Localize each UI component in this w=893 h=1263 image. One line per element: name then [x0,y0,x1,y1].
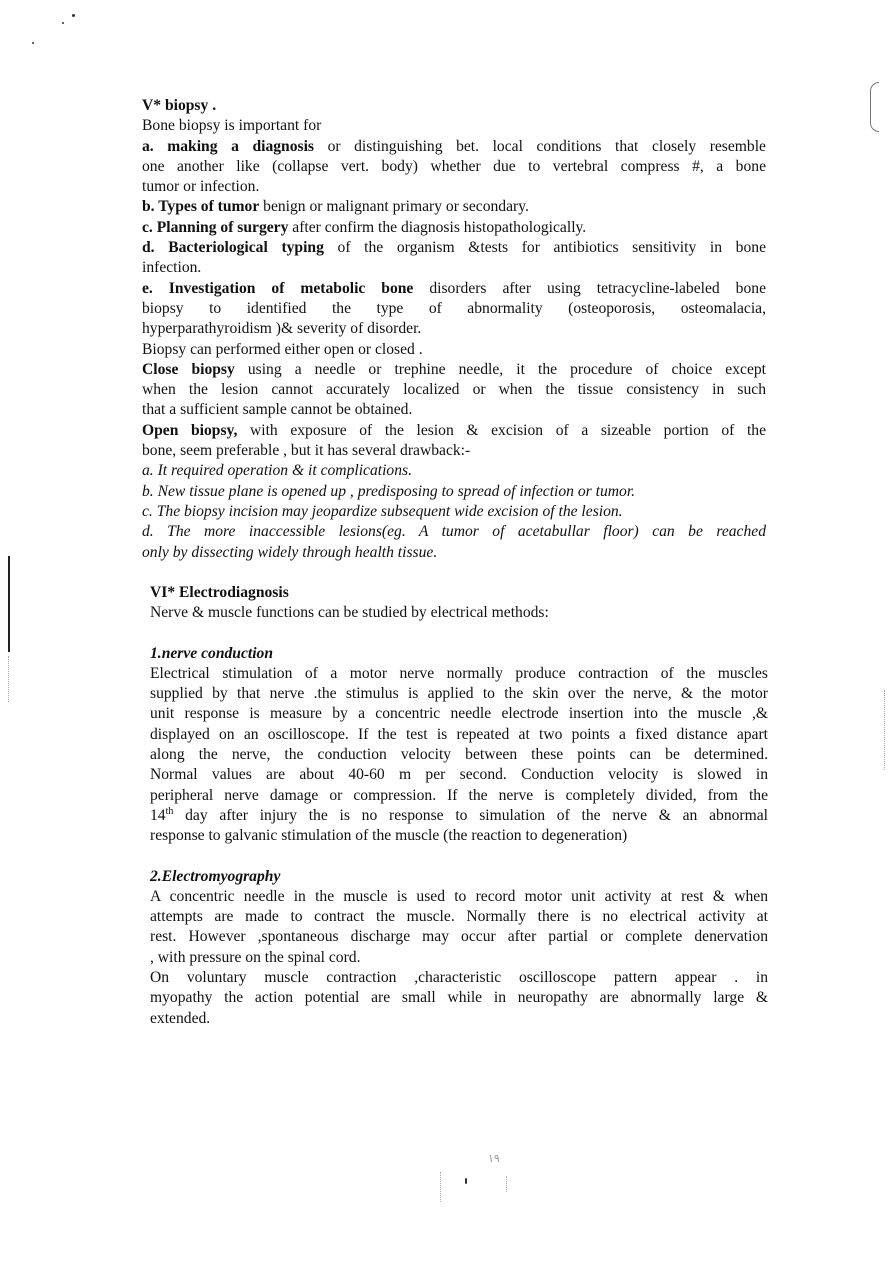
margin-dots-right [884,690,885,770]
emg-line1: A concentric needle in the muscle is used to record motor unit activity at rest & when [150,887,768,905]
item-b-text: benign or malignant primary or secondary. [259,198,529,216]
bottom-dots-right [506,1176,507,1192]
item-c-text: after confirm the diagnosis histopathologically. [288,218,587,236]
margin-dots [8,656,9,702]
nc-line8-text: day after injury the is no response to simulation of the nerve & an abnormal [173,806,768,824]
item-b [142,197,766,217]
drawback-d-line2: only by dissecting widely through health tissue. [142,543,438,561]
emg-line7: extended. [150,1009,211,1027]
biopsy-intro: Bone biopsy is important for [142,117,322,135]
open-biopsy-line1 [142,421,766,441]
item-e-line2: biopsy to identified the type of abnormality (osteoporosis, osteomalacia, [142,299,766,317]
electrodiagnosis-heading: VI* Electrodiagnosis [150,584,289,601]
close-biopsy-label: Close biopsy [142,360,235,378]
item-d-text: of the organism &tests for antibiotics sensitivity in bone [323,239,766,257]
nc-line1: Electrical stimulation of a motor nerve normally produce contraction of the muscles [150,664,768,682]
item-c [142,218,766,238]
drawback-b: b. New tissue plane is opened up , predisposing to spread of infection or tumor. [142,482,636,500]
drawback-d-line1: d. The more inaccessible lesions(eg. A tumor of acetabullar floor) can be reached [142,523,766,541]
electrodiagnosis-intro: Nerve & muscle functions can be studied by electrical methods: [150,604,549,622]
drawback-a: a. It required operation & it complications. [142,462,412,480]
nc-line6: Normal values are about 40-60 m per second. Conduction velocity is slowed in [150,766,768,784]
item-d-label: d. Bacteriological typing [142,239,324,257]
item-a-line3: tumor or infection. [142,178,260,196]
close-biopsy-text: using a needle or trephine needle, it the procedure of choice except [234,360,766,378]
nc-line8 [150,806,768,826]
bottom-dots [440,1172,441,1202]
scan-speck [62,22,64,24]
item-a-line1 [142,137,766,157]
item-e-text: disorders after using tetracycline-labeled bone [413,279,766,297]
item-e-line1 [142,279,766,299]
nerve-conduction-title: 1.nerve conduction [150,644,274,662]
close-biopsy-line3: that a sufficient sample cannot be obtained. [142,401,413,419]
emg-line5: On voluntary muscle contraction ,characteristic oscilloscope pattern appear . in [150,969,768,987]
section-biopsy [142,96,766,563]
nc-day-suffix: th [165,805,174,817]
emg-line6: myopathy the action potential are small while in neuropathy are abnormally large & [150,989,768,1007]
nc-line3: unit response is measure by a concentric needle electrode insertion into the muscle ,& [150,705,768,723]
item-d-line2: infection. [142,259,202,277]
emg-line4: , with pressure on the spinal cord. [150,948,361,966]
emg-line3: rest. However ,spontaneous discharge may occur after partial or complete denervation [150,928,768,946]
nc-line2: supplied by that nerve .the stimulus is applied to the skin over the nerve, & the motor [150,685,768,703]
item-a-line2: one another like (collapse vert. body) whether due to vertebral compress #, a bone [142,157,766,175]
item-b-label: b. Types of tumor [142,198,260,216]
item-e-line3: hyperparathyroidism )& severity of disorder. [142,320,422,338]
margin-line [8,556,10,652]
scan-speck [72,14,75,17]
item-a-label: a. making a diagnosis [142,137,314,155]
nc-line4: displayed on an oscilloscope. If the test is repeated at two points a fixed distance apart [150,725,768,743]
item-e-label: e. Investigation of metabolic bone [142,279,414,297]
emg-line2: attempts are made to contract the muscle. Normally there is no electrical activity at [150,908,768,926]
biopsy-either: Biopsy can performed either open or closed . [142,340,423,358]
item-a-text: or distinguishing bet. local conditions that closely resemble [314,137,766,155]
biopsy-heading: V* biopsy . [142,97,217,114]
nc-line5: along the nerve, the conduction velocity between these points can be determined. [150,746,768,764]
margin-bracket [870,82,879,132]
open-biopsy-line2: bone, seem preferable , but it has several drawback:- [142,442,471,460]
drawback-c: c. The biopsy incision may jeopardize subsequent wide excision of the lesion. [142,502,623,520]
section-electrodiagnosis [150,583,768,1029]
close-biopsy-line2: when the lesion cannot accurately localized or when the tissue consistency in such [142,381,766,399]
open-biopsy-text: with exposure of the lesion & excision of a sizeable portion of the [237,421,766,439]
nc-line7: peripheral nerve damage or compression. If the nerve is completely divided, from the [150,786,768,804]
item-c-label: c. Planning of surgery [142,218,289,236]
open-biopsy-label: Open biopsy, [142,421,238,439]
close-biopsy-line1 [142,360,766,380]
scan-speck [32,42,34,44]
page-number-mark: ١٩ [488,1152,500,1165]
nc-line9: response to galvanic stimulation of the muscle (the reaction to degeneration) [150,827,628,845]
scan-speck [465,1178,467,1184]
item-d-line1 [142,238,766,258]
emg-title: 2.Electromyography [150,867,281,885]
nc-day-number: 14 [150,806,166,824]
